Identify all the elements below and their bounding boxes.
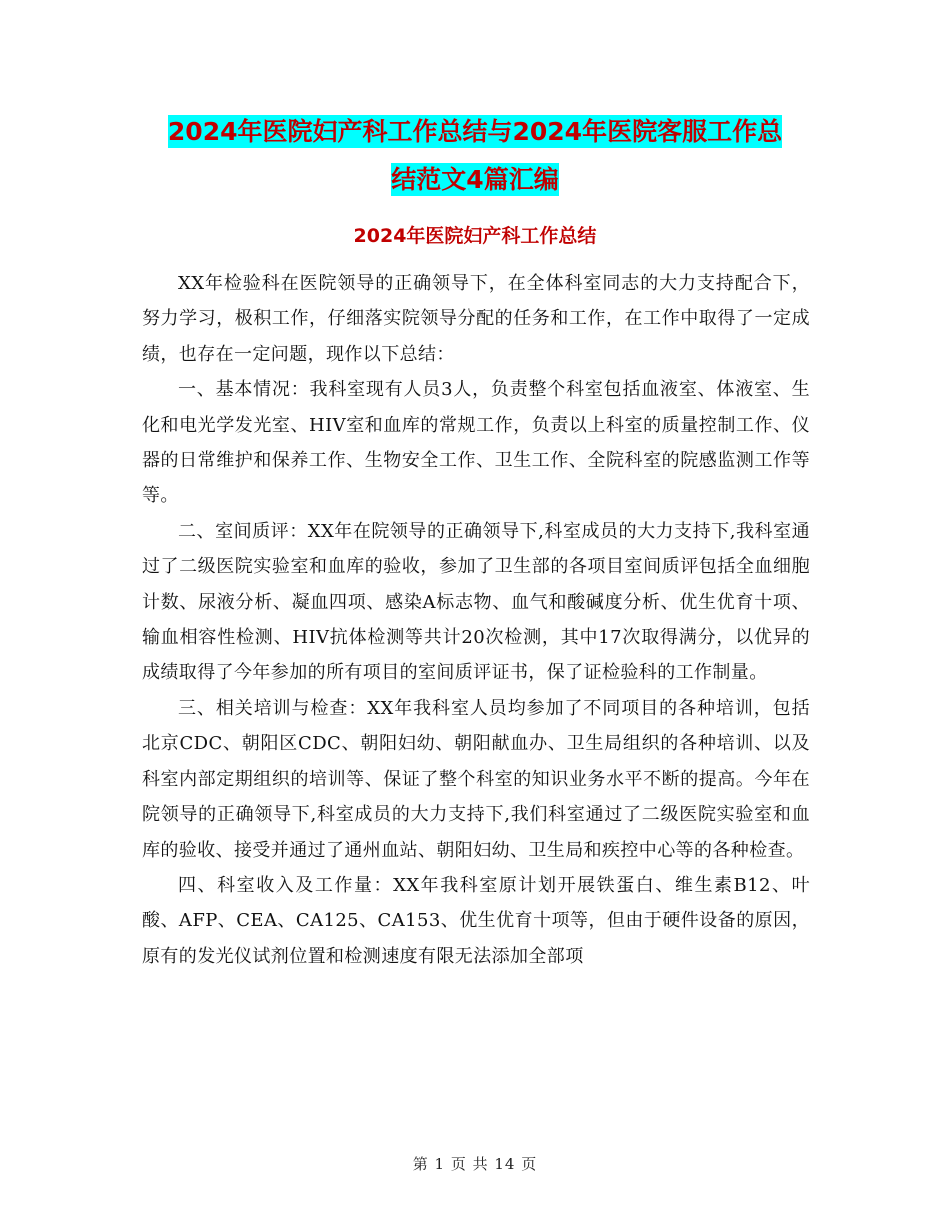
document-title-line-2: 结范文4篇汇编 — [391, 165, 559, 194]
document-body — [142, 266, 810, 974]
document-title-line-1: 2024年医院妇产科工作总结与2024年医院客服工作总 — [167, 117, 783, 146]
paragraph-income-workload: 四、科室收入及工作量：XX年我科室原计划开展铁蛋白、维生素B12、叶酸、AFP、CEA、CA125、CA153、优生优育十项等，但由于硬件设备的原因，原有的发光仪试剂位置和检测速度有限无法添加全部项 — [142, 874, 810, 967]
paragraph-intro: XX年检验科在医院领导的正确领导下，在全体科室同志的大力支持配合下，努力学习，极积工作，仔细落实院领导分配的任务和工作，在工作中取得了一定成绩，也存在一定问题，现作以下总结： — [142, 273, 810, 365]
paragraph-basic-info: 一、基本情况：我科室现有人员3人，负责整个科室包括血液室、体液室、生化和电光学发光室、HIV室和血库的常规工作，负责以上科室的质量控制工作、仪器的日常维护和保养工作、生物安全工作、卫生工作、全院科室的院感监测工作等等。 — [142, 379, 810, 507]
paragraph-quality-assessment: 二、室间质评：XX年在院领导的正确领导下,科室成员的大力支持下,我科室通过了二级医院实验室和血库的验收，参加了卫生部的各项目室间质评包括全血细胞计数、尿液分析、凝血四项、感染A标志物、血气和酸碱度分析、优生优育十项、输血相容性检测、HIV抗体检测等共计20次检测，其中17次取得满分，以优异的成绩取得了今年参加的所有项目的室间质评证书，保了证检验科的工作制量。 — [142, 520, 810, 684]
page-footer: 第 1 页 共 14 页 — [412, 1155, 538, 1173]
document-title — [100, 108, 850, 204]
section-title: 2024年医院妇产科工作总结 — [353, 225, 597, 247]
paragraph-training-inspection: 三、相关培训与检查：XX年我科室人员均参加了不同项目的各种培训，包括北京CDC、朝阳区CDC、朝阳妇幼、朝阳献血办、卫生局组织的各种培训、以及科室内部定期组织的培训等、保证了整个科室的知识业务水平不断的提高。今年在院领导的正确领导下,科室成员的大力支持下,我们科室通过了二级医院实验室和血库的验收、接受并通过了通州血站、朝阳妇幼、卫生局和疾控中心等的各种检查。 — [142, 697, 810, 861]
